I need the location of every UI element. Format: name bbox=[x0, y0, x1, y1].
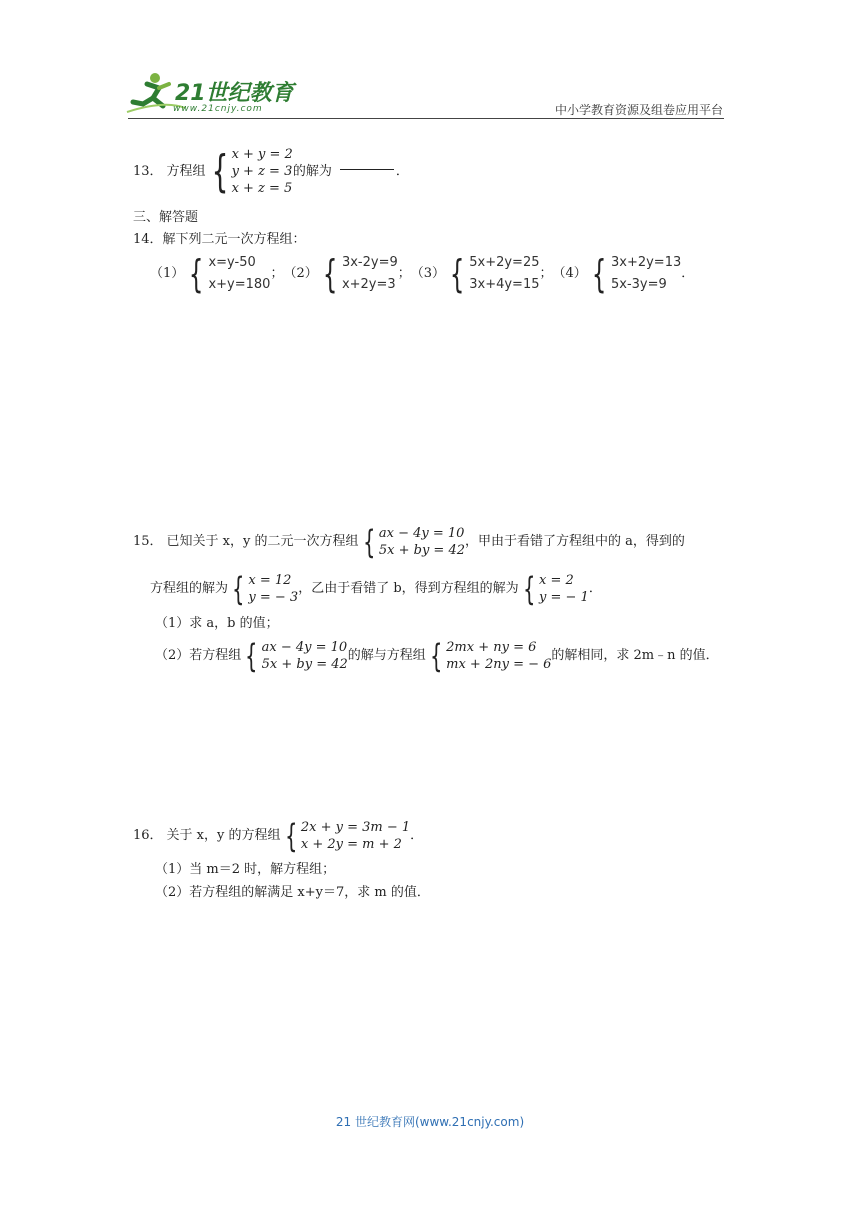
q14-label-4: （4） bbox=[552, 266, 587, 281]
logo-url: www.21cnjy.com bbox=[173, 104, 263, 114]
q15-sol1-x: x = 12 bbox=[248, 573, 292, 588]
q15-sol2-x: x = 2 bbox=[539, 573, 574, 588]
q14-systems bbox=[150, 252, 694, 296]
q15-part2-text-c: 的解相同，求 2m﹣n 的值． bbox=[551, 648, 719, 663]
q14-system-2: { 3x-2y=9 x+2y=3 bbox=[322, 252, 398, 296]
q14-system-3: { 5x+2y=25 3x+4y=15 bbox=[449, 252, 540, 296]
q15-solution-1: { x = 12 y = − 3 bbox=[232, 570, 299, 608]
q13-suffix: 的解为 bbox=[292, 163, 332, 179]
q14-3-eq-1: 5x+2y=25 bbox=[469, 255, 540, 270]
q16-text-1: 关于 x，y 的方程组 bbox=[166, 828, 281, 843]
question-13 bbox=[133, 146, 409, 197]
answer-blank bbox=[340, 169, 394, 170]
q14-2-eq-1: 3x-2y=9 bbox=[341, 255, 398, 270]
q14-1-eq-1: x=y-50 bbox=[208, 255, 256, 270]
q16-part-1: （1）当 m＝2 时，解方程组； bbox=[155, 862, 336, 877]
q14-3-eq-2: 3x+4y=15 bbox=[469, 277, 540, 292]
q15-text-4: ，乙由于看错了 b，得到方程组的解为 bbox=[298, 581, 519, 596]
q15-part2-system-1: { ax − 4y = 10 5x + by = 42 bbox=[245, 637, 348, 675]
q15-part2-text-a: （2）若方程组 bbox=[155, 648, 242, 663]
q15-text-3: 方程组的解为 bbox=[150, 581, 229, 596]
q14-4-eq-2: 5x-3y=9 bbox=[610, 277, 667, 292]
q16-eq-2: x + 2y = m + 2 bbox=[300, 837, 402, 852]
site-logo bbox=[125, 70, 295, 120]
q15-part2-sys2-eq-2: mx + 2ny = − 6 bbox=[446, 657, 552, 672]
q14-title: 14．解下列二元一次方程组： bbox=[133, 232, 306, 247]
q14-label-1: （1） bbox=[150, 266, 185, 281]
q14-sep-1: ； bbox=[270, 266, 284, 281]
platform-title: 中小学教育资源及组卷应用平台 bbox=[554, 103, 723, 117]
q15-part2-sys1-eq-2: 5x + by = 42 bbox=[261, 657, 348, 672]
q14-label-3: （3） bbox=[410, 266, 446, 281]
q16-part-2: （2）若方程组的解满足 x+y＝7，求 m 的值． bbox=[155, 885, 430, 900]
q15-number: 15． bbox=[133, 534, 163, 549]
q16-text-2: ． bbox=[410, 828, 424, 843]
q16-number: 16． bbox=[133, 828, 163, 843]
q16-system: { 2x + y = 3m − 1 x + 2y = m + 2 bbox=[284, 817, 411, 855]
q15-part2-sys1-eq-1: ax − 4y = 10 bbox=[261, 640, 348, 655]
header-divider bbox=[128, 118, 724, 119]
q14-sep-3: ； bbox=[539, 266, 553, 281]
logo-text: 21世纪教育 bbox=[175, 81, 294, 106]
q15-sol2-y: y = − 1 bbox=[539, 590, 589, 605]
q13-end: ． bbox=[395, 163, 409, 179]
q15-line-1 bbox=[133, 524, 685, 560]
q15-part2-sys2-eq-1: 2mx + ny = 6 bbox=[446, 640, 537, 655]
q14-label-2: （2） bbox=[283, 266, 318, 281]
q13-system: { x + y = 2 y + z = 3 x + z = 5 bbox=[211, 145, 293, 197]
footer-link[interactable]: 21 世纪教育网(www.21cnjy.com) bbox=[335, 1115, 525, 1129]
q15-line-2 bbox=[150, 571, 602, 607]
q15-solution-2: { x = 2 y = − 1 bbox=[522, 570, 589, 608]
q15-part-1: （1）求 a，b 的值； bbox=[155, 616, 279, 631]
q15-part2-system-2: { 2mx + ny = 6 mx + 2ny = − 6 bbox=[429, 637, 552, 675]
q14-sep-2: ； bbox=[397, 266, 411, 281]
q15-text-1: 已知关于 x，y 的二元一次方程组 bbox=[166, 534, 359, 549]
q15-part-2 bbox=[155, 638, 719, 674]
q15-system-1: { ax − 4y = 10 5x + by = 42 bbox=[362, 523, 465, 561]
q13-eq-3: x + z = 5 bbox=[231, 181, 293, 196]
q16-line-1 bbox=[133, 818, 423, 854]
q15-text-5: ． bbox=[588, 581, 602, 596]
q15-text-2: ，甲由于看错了方程组中的 a，得到的 bbox=[464, 534, 685, 549]
q13-number: 13． bbox=[133, 163, 163, 179]
q13-eq-1: x + y = 2 bbox=[231, 147, 293, 162]
q15-sol1-y: y = − 3 bbox=[248, 590, 299, 605]
q13-prefix: 方程组 bbox=[166, 163, 206, 179]
q14-4-eq-1: 3x+2y=13 bbox=[610, 255, 682, 270]
q13-eq-2: y + z = 3 bbox=[231, 164, 293, 179]
q15-sys1-eq-1: ax − 4y = 10 bbox=[378, 526, 465, 541]
section-heading: 三、解答题 bbox=[133, 210, 199, 225]
q15-sys1-eq-2: 5x + by = 42 bbox=[378, 543, 465, 558]
q14-1-eq-2: x+y=180 bbox=[208, 277, 271, 292]
q15-part2-text-b: 的解与方程组 bbox=[347, 648, 426, 663]
q14-2-eq-2: x+2y=3 bbox=[341, 277, 396, 292]
q16-eq-1: 2x + y = 3m − 1 bbox=[300, 820, 411, 835]
q14-system-1: { x=y-50 x+y=180 bbox=[189, 252, 271, 296]
q14-sep-4: ． bbox=[681, 266, 695, 281]
q14-system-4: { 3x+2y=13 5x-3y=9 bbox=[591, 252, 682, 296]
